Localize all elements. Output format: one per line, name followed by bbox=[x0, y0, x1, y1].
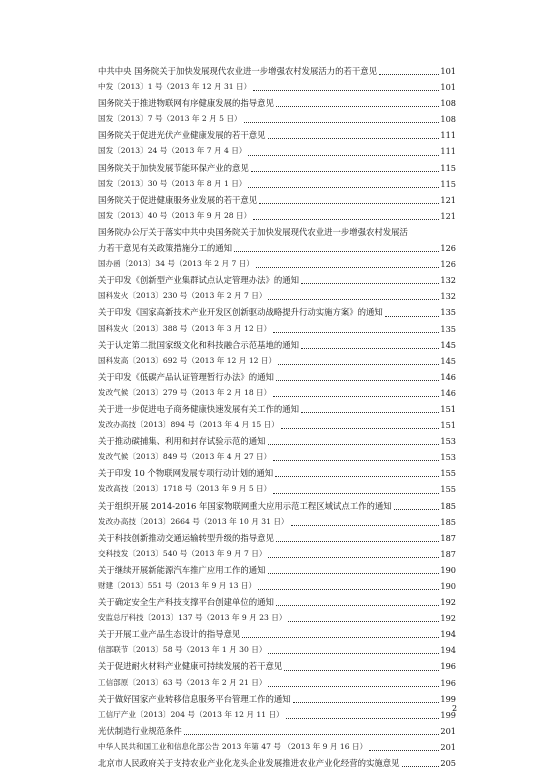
toc-document-number[interactable] bbox=[98, 578, 456, 594]
toc-entry-title: 关于促进耐火材料产业健康可持续发展的若干意见 bbox=[98, 661, 283, 672]
toc-page-number: 101 bbox=[440, 82, 456, 93]
dot-leader bbox=[256, 267, 439, 268]
toc-entry-title: 中华人民共和国工业和信息化部公告 2013 年第 47 号 （2013 年 9 月 16 日） bbox=[98, 741, 368, 751]
toc-entry[interactable] bbox=[98, 95, 456, 111]
toc-page-number: 196 bbox=[440, 661, 456, 672]
toc-entry-title: 国发〔2013〕30 号（2013 年 8 月 1 日） bbox=[98, 178, 247, 188]
toc-document-number[interactable] bbox=[98, 481, 456, 497]
toc-page-number: 199 bbox=[440, 709, 456, 720]
toc-entry[interactable] bbox=[98, 240, 456, 256]
toc-page-number: 115 bbox=[440, 178, 456, 189]
dot-leader bbox=[273, 493, 439, 494]
toc-entry-title: 中共中央 国务院关于加快发展现代农业进一步增强农村发展活力的若干意见 bbox=[98, 66, 378, 76]
toc-entry-title: 关于印发《创新型产业集群试点认定管理办法》的通知 bbox=[98, 275, 299, 286]
dot-leader bbox=[293, 702, 440, 703]
toc-entry-title: 安监总厅科技〔2013〕137 号（2013 年 9 月 23 日） bbox=[98, 613, 287, 623]
toc-page-number: 132 bbox=[440, 291, 456, 302]
toc-page-number: 153 bbox=[440, 436, 456, 447]
dot-leader bbox=[273, 332, 439, 333]
toc-page-number: 145 bbox=[440, 339, 456, 350]
toc-document-number[interactable] bbox=[98, 79, 456, 95]
toc-entry-title: 中发〔2013〕1 号（2013 年 12 月 31 日） bbox=[98, 82, 252, 92]
toc-entry-title: 关于开展工业产品生态设计的指导意见 bbox=[98, 629, 241, 640]
toc-entry[interactable] bbox=[98, 369, 456, 385]
toc-entry[interactable] bbox=[98, 224, 456, 240]
toc-entry-title: 国科发火〔2013〕388 号（2013 年 3 月 12 日） bbox=[98, 323, 272, 333]
toc-page-number: 108 bbox=[440, 114, 456, 125]
toc-page-number: 187 bbox=[440, 532, 456, 543]
dot-leader bbox=[276, 106, 439, 107]
toc-document-number[interactable] bbox=[98, 417, 456, 433]
toc-entry[interactable] bbox=[98, 401, 456, 417]
dot-leader bbox=[273, 460, 439, 461]
toc-document-number[interactable] bbox=[98, 353, 456, 369]
toc-page-number: 190 bbox=[440, 564, 456, 575]
toc-page-number: 201 bbox=[440, 741, 456, 752]
toc-document-number[interactable] bbox=[98, 143, 456, 159]
toc-page-number: 151 bbox=[440, 420, 456, 431]
toc-entry-title: 国科发火〔2013〕230 号（2013 年 2 月 7 日） bbox=[98, 291, 267, 301]
toc-entry[interactable] bbox=[98, 626, 456, 642]
toc-entry-title: 关于印发 10 个物联网发展专项行动计划的通知 bbox=[98, 468, 274, 479]
toc-page-number: 135 bbox=[440, 323, 456, 334]
toc-entry-title: 国办函〔2013〕34 号（2013 年 2 月 7 日） bbox=[98, 259, 254, 269]
dot-leader bbox=[281, 428, 440, 429]
toc-document-number[interactable] bbox=[98, 321, 456, 337]
toc-entry-title: 国科发高〔2013〕692 号（2013 年 12 月 12 日） bbox=[98, 355, 277, 365]
toc-entry-title: 交科技发〔2013〕540 号（2013 年 9 月 7 日） bbox=[98, 548, 267, 558]
dot-leader bbox=[275, 476, 439, 477]
dot-leader bbox=[242, 637, 439, 638]
toc-page-number: 192 bbox=[440, 597, 456, 608]
toc-page-number: 187 bbox=[440, 548, 456, 559]
toc-entry-title: 财建〔2013〕551 号（2013 年 9 月 13 日） bbox=[98, 581, 257, 590]
dot-leader bbox=[184, 734, 440, 735]
toc-entry[interactable] bbox=[98, 433, 456, 449]
toc-page-number: 153 bbox=[440, 452, 456, 463]
dot-leader bbox=[276, 541, 439, 542]
toc-entry-title: 国发〔2013〕40 号（2013 年 9 月 28 日） bbox=[98, 210, 252, 220]
dot-leader bbox=[248, 187, 439, 188]
toc-entry[interactable] bbox=[98, 691, 456, 707]
dot-leader bbox=[259, 203, 439, 204]
dot-leader bbox=[394, 509, 440, 510]
dot-leader bbox=[268, 686, 439, 687]
dot-leader bbox=[291, 525, 440, 526]
toc-document-number[interactable] bbox=[98, 707, 456, 723]
toc-document-number[interactable] bbox=[98, 514, 456, 530]
toc-entry[interactable] bbox=[98, 530, 456, 546]
toc-entry-title: 国务院关于促进健康服务业发展的若干意见 bbox=[98, 194, 258, 205]
toc-document-number[interactable] bbox=[98, 288, 456, 304]
toc-page-number: 185 bbox=[440, 516, 456, 527]
toc-entry-title: 发改高技〔2013〕1718 号（2013 年 9 月 5 日） bbox=[98, 484, 272, 494]
dot-leader bbox=[248, 155, 439, 156]
toc-entry-title: 工信厅产业〔2013〕204 号（2013 年 12 月 11 日） bbox=[98, 709, 284, 719]
dot-leader bbox=[244, 122, 440, 123]
toc-page-number: 146 bbox=[440, 371, 456, 382]
toc-page-number: 132 bbox=[440, 275, 456, 286]
dot-leader bbox=[301, 348, 439, 349]
toc-entry-title: 发改办高技〔2013〕2664 号（2013 年 10 月 31 日） bbox=[98, 516, 289, 526]
toc-entry-title: 关于做好国家产业转移信息服务平台管理工作的通知 bbox=[98, 693, 291, 704]
toc-page-number: 194 bbox=[440, 645, 456, 656]
dot-leader bbox=[369, 750, 439, 751]
toc-entry-title: 关于继续开展新能源汽车推广应用工作的通知 bbox=[98, 564, 266, 575]
toc-page-number: 121 bbox=[440, 194, 456, 205]
toc-entry[interactable] bbox=[98, 723, 456, 739]
toc-page-number: 135 bbox=[440, 307, 456, 318]
toc-entry-title: 国务院关于推进物联网有序健康发展的指导意见 bbox=[98, 98, 274, 109]
toc-page-number: 115 bbox=[440, 162, 456, 173]
toc-page-number: 196 bbox=[440, 677, 456, 688]
toc-entry-title: 国务院办公厅关于落实中共中央国务院关于加快发展现代农业进一步增强农村发展活 bbox=[98, 226, 408, 237]
page-number: 2 bbox=[452, 704, 458, 713]
table-of-contents bbox=[98, 63, 456, 771]
toc-document-number[interactable] bbox=[98, 642, 456, 658]
toc-page-number: 185 bbox=[440, 500, 456, 511]
toc-document-number[interactable] bbox=[98, 256, 456, 272]
toc-page-number: 155 bbox=[440, 484, 456, 495]
dot-leader bbox=[278, 364, 439, 365]
toc-entry-title: 国务院关于加快发展节能环保产业的意见 bbox=[98, 162, 249, 173]
toc-entry-title: 关于确定安全生产科技支撑平台创建单位的通知 bbox=[98, 597, 274, 608]
toc-entry[interactable] bbox=[98, 192, 456, 208]
toc-page-number: 126 bbox=[440, 259, 456, 270]
toc-page-number: 201 bbox=[440, 725, 456, 736]
toc-entry-title: 国发〔2013〕7 号（2013 年 2 月 5 日） bbox=[98, 114, 242, 124]
toc-page-number: 108 bbox=[440, 98, 456, 109]
toc-entry-title: 发改气候〔2013〕279 号（2013 年 2 月 18 日） bbox=[98, 387, 272, 397]
dot-leader bbox=[385, 316, 440, 317]
toc-entry[interactable] bbox=[98, 63, 456, 79]
dot-leader bbox=[284, 670, 439, 671]
toc-page-number: 205 bbox=[440, 758, 456, 769]
dot-leader bbox=[286, 718, 440, 719]
toc-page-number: 145 bbox=[440, 355, 456, 366]
toc-entry-title: 关于科技创新推动交通运输转型升级的指导意见 bbox=[98, 532, 274, 543]
toc-entry-title: 工信部原〔2013〕63 号（2013 年 2 月 21 日） bbox=[98, 677, 267, 687]
dot-leader bbox=[268, 138, 440, 139]
dot-leader bbox=[402, 766, 440, 767]
toc-page-number: 190 bbox=[440, 581, 456, 591]
toc-entry-title: 信部联节〔2013〕58 号（2013 年 1 月 30 日） bbox=[98, 645, 267, 655]
dot-leader bbox=[379, 74, 439, 75]
toc-entry-title: 关于印发《低碳产品认证管理暂行办法》的通知 bbox=[98, 371, 274, 382]
toc-page-number: 126 bbox=[440, 243, 456, 254]
toc-document-number[interactable] bbox=[98, 610, 456, 626]
toc-document-number[interactable] bbox=[98, 385, 456, 401]
toc-entry-title: 关于认定第二批国家级文化和科技融合示范基地的通知 bbox=[98, 339, 299, 350]
toc-entry-title: 关于组织开展 2014-2016 年国家物联网重大应用示范工程区域试点工作的通知 bbox=[98, 500, 392, 511]
toc-page-number: 111 bbox=[440, 130, 456, 141]
toc-page-number: 199 bbox=[440, 693, 456, 704]
dot-leader bbox=[234, 251, 439, 252]
dot-leader bbox=[276, 605, 439, 606]
dot-leader bbox=[258, 589, 439, 590]
toc-document-number[interactable] bbox=[98, 739, 456, 755]
dot-leader bbox=[268, 573, 440, 574]
toc-entry[interactable] bbox=[98, 465, 456, 481]
toc-document-number[interactable] bbox=[98, 176, 456, 192]
toc-entry[interactable] bbox=[98, 755, 456, 771]
dot-leader bbox=[268, 444, 440, 445]
toc-page-number: 111 bbox=[440, 146, 456, 157]
toc-entry[interactable] bbox=[98, 337, 456, 353]
toc-page-number: 101 bbox=[440, 66, 456, 76]
dot-leader bbox=[268, 557, 439, 558]
toc-entry-title: 关于推动碳捕集、利用和封存试验示范的通知 bbox=[98, 436, 266, 447]
dot-leader bbox=[273, 396, 439, 397]
toc-document-number[interactable] bbox=[98, 111, 456, 127]
toc-page-number: 121 bbox=[440, 210, 456, 221]
toc-page-number: 155 bbox=[440, 468, 456, 479]
dot-leader bbox=[251, 171, 440, 172]
toc-entry[interactable] bbox=[98, 562, 456, 578]
toc-entry-title: 力若干意见有关政策措施分工的通知 bbox=[98, 243, 232, 254]
toc-entry[interactable] bbox=[98, 272, 456, 288]
toc-page-number: 146 bbox=[440, 387, 456, 398]
dot-leader bbox=[288, 621, 439, 622]
toc-entry-title: 北京市人民政府关于支持农业产业化龙头企业发展推进农业产业化经营的实施意见 bbox=[98, 758, 400, 769]
toc-entry-title: 光伏制造行业规范条件 bbox=[98, 725, 182, 736]
dot-leader bbox=[301, 283, 439, 284]
toc-document-number[interactable] bbox=[98, 449, 456, 465]
toc-entry-title: 国务院关于促进光伏产业健康发展的若干意见 bbox=[98, 130, 266, 141]
toc-entry[interactable] bbox=[98, 658, 456, 674]
dot-leader bbox=[301, 412, 439, 413]
dot-leader bbox=[268, 653, 439, 654]
dot-leader bbox=[253, 90, 439, 91]
toc-document-number[interactable] bbox=[98, 675, 456, 691]
toc-entry[interactable] bbox=[98, 160, 456, 176]
toc-page-number: 194 bbox=[440, 629, 456, 640]
toc-document-number[interactable] bbox=[98, 546, 456, 562]
toc-entry-title: 国发〔2013〕24 号（2013 年 7 月 4 日） bbox=[98, 146, 247, 156]
toc-page-number: 151 bbox=[440, 403, 456, 414]
toc-entry-title: 关于印发《国家高新技术产业开发区创新驱动战略提升行动实施方案》的通知 bbox=[98, 307, 383, 318]
toc-entry[interactable] bbox=[98, 127, 456, 143]
toc-entry[interactable] bbox=[98, 304, 456, 320]
toc-document-number[interactable] bbox=[98, 208, 456, 224]
toc-entry-title: 发改气候〔2013〕849 号（2013 年 4 月 27 日） bbox=[98, 452, 272, 462]
dot-leader bbox=[276, 380, 439, 381]
dot-leader bbox=[253, 219, 439, 220]
toc-entry[interactable] bbox=[98, 498, 456, 514]
dot-leader bbox=[268, 299, 439, 300]
toc-entry-title: 关于进一步促进电子商务健康快速发展有关工作的通知 bbox=[98, 403, 299, 414]
toc-entry[interactable] bbox=[98, 594, 456, 610]
toc-entry-title: 发改办高技〔2013〕894 号（2013 年 4 月 15 日） bbox=[98, 420, 279, 430]
toc-page-number: 192 bbox=[440, 613, 456, 624]
